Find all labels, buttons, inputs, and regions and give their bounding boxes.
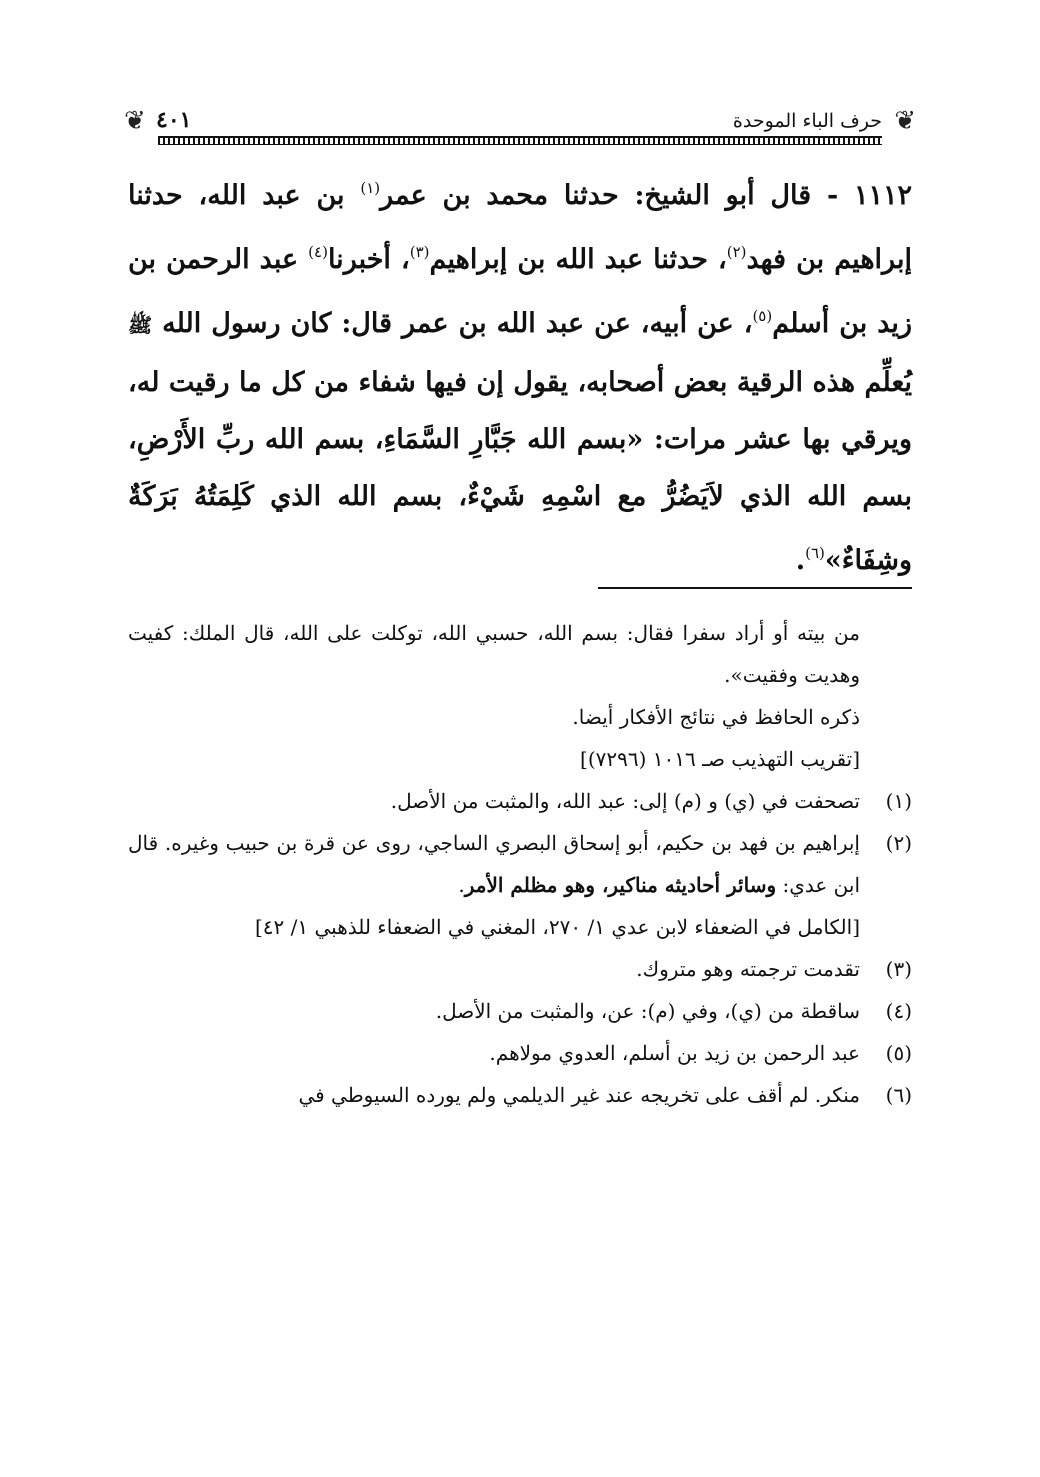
footnote-2 — [128, 822, 912, 948]
footnote-quote-bold: وسائر أحاديثه مناكير، وهو مظلم الأمر — [464, 873, 777, 897]
footnote-number: (٢) — [885, 831, 912, 855]
footnote-ref-1[interactable]: (١) — [360, 179, 381, 197]
footnote-number: (٤) — [885, 999, 912, 1023]
header-ornament-right-icon: ❦ — [894, 106, 916, 136]
salutation-icon: ﷺ — [128, 313, 153, 337]
hadith-paragraph — [128, 160, 912, 589]
footnote-text: تصحفت في (ي) و (م) إلى: عبد الله، والمثبت من الأصل. — [390, 789, 860, 813]
hadith-text-7: يُعلِّم هذه الرقية بعض أصحابه، يقول إن فيها شفاء من كل ما رقيت له، ويرقي بها عشر مرات: «بسم الله جَبَّارِ السَّمَاءِ، بسم الله ربِّ الأَرْضِ، بسم الله الذي لاَيَضُرُّ مع اسْمِهِ شَيْءٌ، بسم الله الذي كَلِمَتُهُ بَرَكَةٌ وشِفَاءٌ» — [128, 367, 912, 576]
running-header — [124, 104, 916, 144]
footnote-number: (٣) — [885, 957, 912, 981]
footnote-text — [128, 822, 860, 906]
footnote-continuation-line-3: [تقريب التهذيب صـ ١٠١٦ (٧٢٩٦)] — [580, 747, 860, 771]
footnote-number: (٥) — [885, 1041, 912, 1065]
footnote-continuation-line-1: من بيته أو أراد سفرا فقال: بسم الله، حسبي الله، توكلت على الله، قال الملك: كفيت وهديت وفقيت». — [128, 621, 860, 687]
running-title: حرف الباء الموحدة — [732, 110, 882, 132]
footnote-5 — [128, 1032, 912, 1074]
footnote-separator — [598, 587, 912, 589]
hadith-text-3: ، حدثنا عبد الله بن إبراهيم — [429, 244, 727, 275]
footnote-ref-4[interactable]: (٤) — [308, 243, 328, 261]
footnote-4 — [128, 990, 912, 1032]
hadith-text-1: ١١١٢ - قال أبو الشيخ: حدثنا محمد بن عمر — [380, 180, 912, 211]
footnote-number: (٦) — [885, 1083, 912, 1107]
footnote-text: عبد الرحمن بن زيد بن أسلم، العدوي مولاهم. — [489, 1041, 860, 1065]
hadith-text-5: عبد الرحمن بن زيد بن أسلم — [128, 244, 912, 339]
footnote-text-part: . — [458, 873, 465, 897]
footnote-text-part: إبراهيم بن فهد بن حكيم، أبو إسحاق البصري الساجي، روى عن قرة بن حبيب وغيره. قال ابن عدي: — [128, 831, 860, 897]
footnote-text: تقدمت ترجمته وهو متروك. — [636, 957, 860, 981]
footnotes-section — [128, 612, 912, 1116]
footnote-ref-3[interactable]: (٣) — [409, 243, 430, 261]
hadith-text-6: ، عن أبيه، عن عبد الله بن عمر قال: كان رسول الله — [152, 308, 753, 339]
footnote-6 — [128, 1074, 912, 1116]
footnote-number: (١) — [885, 789, 912, 813]
hadith-body — [128, 160, 912, 589]
hadith-text-2: بن عبد الله، حدثنا إبراهيم بن فهد — [128, 180, 912, 275]
footnote-continuation-line-2: ذكره الحافظ في نتائج الأفكار أيضا. — [572, 705, 860, 729]
header-rule — [158, 136, 882, 145]
footnote-ref-2[interactable]: (٢) — [726, 243, 747, 261]
footnote-text: ساقطة من (ي)، وفي (م): عن، والمثبت من الأصل. — [435, 999, 860, 1023]
footnote-3 — [128, 948, 912, 990]
footnote-source: [الكامل في الضعفاء لابن عدي ١/ ٢٧٠، المغني في الضعفاء للذهبي ١/ ٤٢] — [254, 915, 860, 939]
footnote-ref-6[interactable]: (٦) — [805, 544, 825, 562]
page-number: ٤٠١ — [156, 107, 192, 133]
hadith-text-4: ، أخبرنا — [327, 244, 410, 275]
hadith-text-8: . — [795, 545, 806, 576]
footnote-1 — [128, 780, 912, 822]
footnote-text: منكر. لم أقف على تخريجه عند غير الديلمي ولم يورده السيوطي في — [298, 1083, 860, 1107]
header-ornament-left-icon: ❦ — [124, 106, 146, 136]
footnote-ref-5[interactable]: (٥) — [752, 307, 773, 325]
